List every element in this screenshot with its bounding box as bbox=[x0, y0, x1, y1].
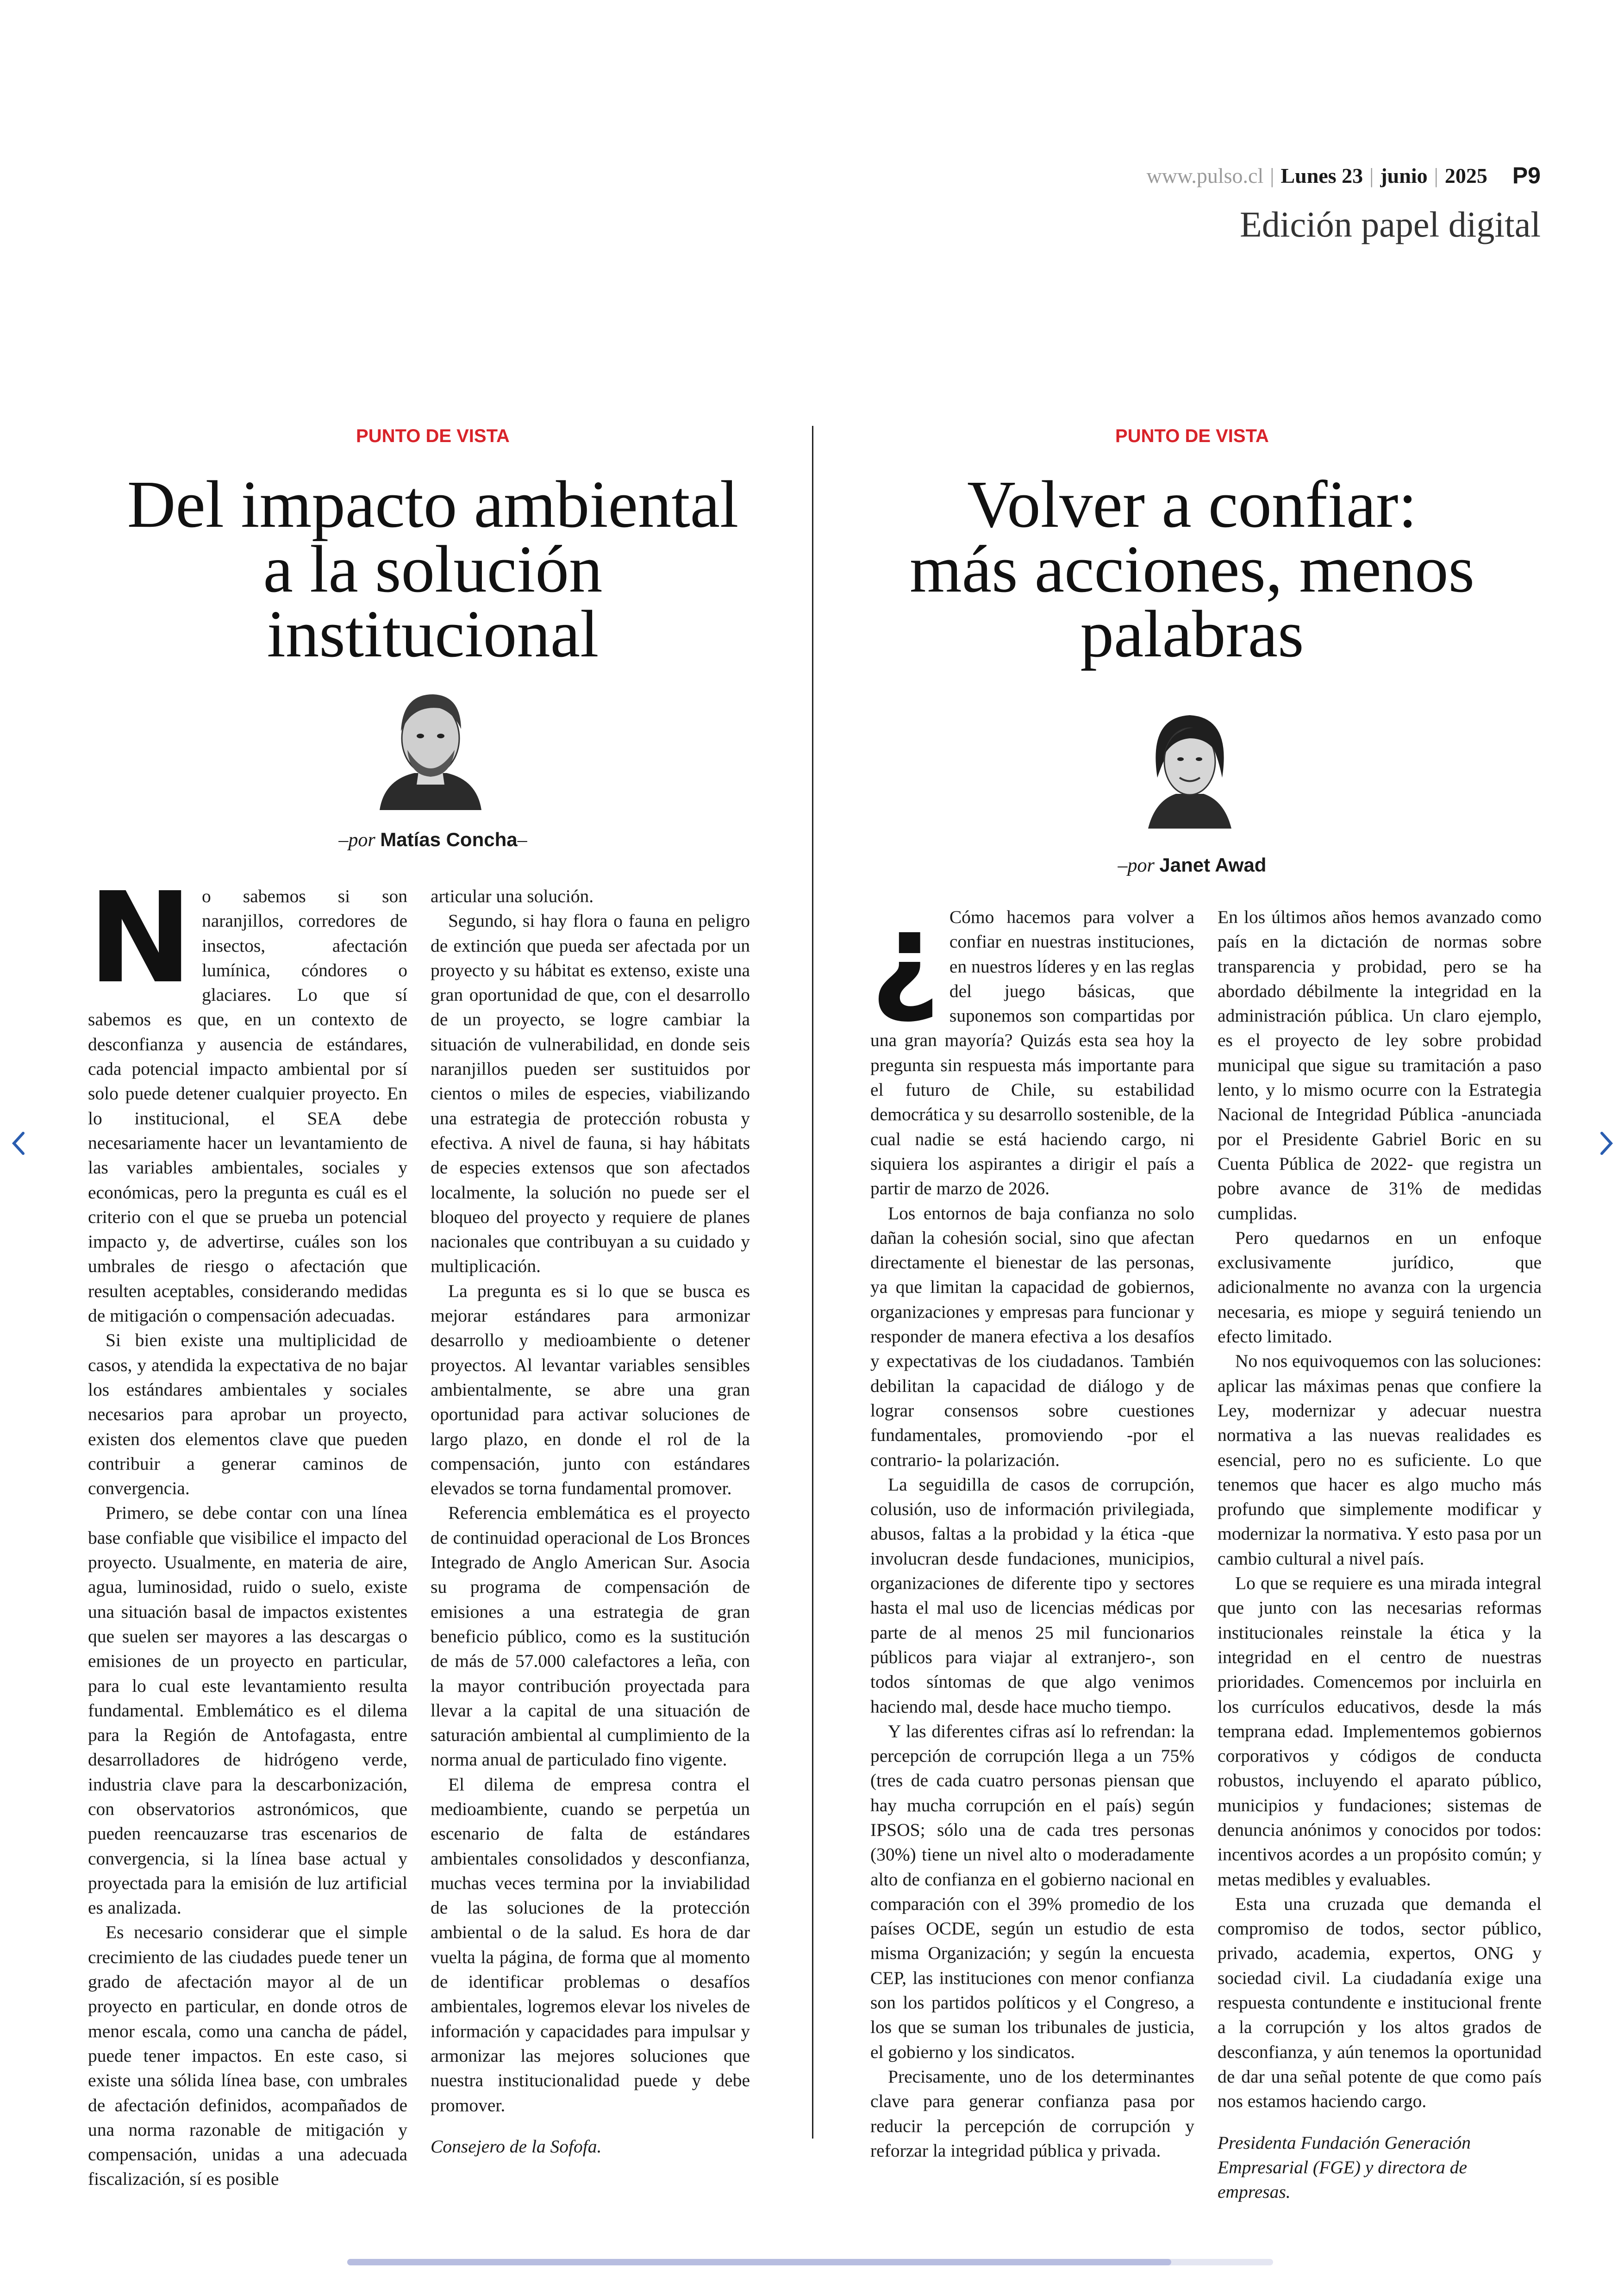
paragraph: Es necesario considerar que el simple crecimiento de las ciudades puede tener un grado de afectación mayor al de un proyecto en particular, en donde otros de menor escala, como una cancha de pádel, puede tener impactos. En este caso, si existe una sólida línea base, con umbrales de afectación definidos, acompañados de una norma razonable de mitigación y compensación, unidas a una adecuada fiscalización, sí es posible bbox=[88, 1922, 407, 2189]
author-name[interactable]: Janet Awad bbox=[1159, 854, 1267, 876]
byline-prefix: –por bbox=[338, 829, 375, 851]
right-section-label: PUNTO DE VISTA bbox=[1115, 426, 1269, 446]
chevron-right-icon bbox=[1597, 1129, 1616, 1157]
left-headline-line: Del impacto ambiental bbox=[127, 468, 739, 542]
page-number: P9 bbox=[1512, 162, 1541, 188]
paragraph: En los últimos años hemos avanzado como país en la dictación de normas sobre transparencia y probidad, pero se ha abordado débilmente la integridad en la administración pública. Un claro ejemplo, es el proyecto de ley sobre probidad municipal que sigue su tramitación a paso lento, y lo mismo ocurre con la Estrategia Nacional de Integridad Pública -anunciada por el Presidente Gabriel Boric en su Cuenta Pública de 2022- que registra un pobre avance de 31% de medidas cumplidas. bbox=[1218, 907, 1542, 1223]
paragraph: o sabemos si son naranjillos, corredores de insectos, afectación lumínica, cóndores o glaciares. Lo que sí sabemos es que, en un contexto de desconfianza y ausencia de estándares, cada potencial impacto ambiental por sí solo puede detener cualquier proyecto. En lo institucional, el SEA debe necesariamente hacer un levantamiento de las variables ambientales, sociales y económicas, pero la pregunta es cuál es el criterio con el que se prueba un potencial impacto y, de advertirse, cuáles son los umbrales de riesgo o afectación que resulten aceptables, considerando medidas de mitigación o compensación adecuadas. bbox=[88, 886, 407, 1326]
paragraph: Esta una cruzada que demanda el compromiso de todos, sector público, privado, academia, expertos, ONG y sociedad civil. La ciudadanía exige una respuesta contundente e institucional frente a la corrupción y los altos grados de desconfianza, y aún tenemos la oportunidad de dar una señal potente de que como país nos estamos haciendo cargo. bbox=[1218, 1893, 1542, 2112]
drop-cap: N bbox=[88, 865, 193, 1011]
header-day: Lunes 23 bbox=[1280, 163, 1363, 187]
paragraph: El dilema de empresa contra el medioambiente, cuando se perpetúa un escenario de falta de estándares ambientales consolidados y desconfianza, muchas veces termina por la inviabilidad de las soluciones de la protección ambiental o de la salud. Es hora de dar vuelta la página, de forma que al momento de identificar problemas o desafíos ambientales, logremos elevar los niveles de información y capacidades para impulsar y armonizar las mejores soluciones que nuestra institucionalidad puede y debe promover. bbox=[431, 1774, 750, 2115]
right-headline-line: más acciones, menos bbox=[909, 532, 1475, 606]
left-article-column-1 bbox=[88, 865, 407, 2192]
author-signature: Presidenta Fundación Generación Empresarial (FGE) y directora de empresas. bbox=[1218, 2132, 1471, 2202]
paragraph: Referencia emblemática es el proyecto de continuidad operacional de Los Bronces Integrado de Anglo American Sur. Asocia su programa de compensación de emisiones a una estrategia de gran beneficio público, como es la sustitución de más de 57.000 calefactores a leña, con la mayor contribución proyectada para llevar a la capital de una situación de saturación ambiental al cumplimiento de la norma anual de particulado fino vigente. bbox=[431, 1503, 750, 1770]
header-month: junio bbox=[1380, 163, 1428, 187]
right-headline bbox=[829, 468, 1555, 671]
prev-page-button[interactable] bbox=[9, 1129, 28, 1164]
byline-prefix: –por bbox=[1118, 855, 1155, 876]
site-url[interactable]: www.pulso.cl bbox=[1146, 163, 1264, 187]
author-portrait-janet-awad bbox=[1130, 699, 1250, 829]
left-headline bbox=[69, 468, 796, 671]
header-year: 2025 bbox=[1444, 163, 1487, 187]
header-separator: | bbox=[1434, 163, 1438, 187]
right-byline bbox=[847, 854, 1537, 877]
header-separator: | bbox=[1270, 163, 1274, 187]
paragraph: La seguidilla de casos de corrupción, colusión, uso de información privilegiada, abusos, faltas a la probidad y la ética -que involucran desde fundaciones, municipios, organizaciones de diferente tipo y sectores hasta el mal uso de licencias médicas por parte de al menos 25 mil funcionarios públicos para viajar al extranjero-, son todos síntomas de que algo venimos haciendo mal, desde hace mucho tiempo. bbox=[870, 1474, 1194, 1717]
horizontal-scrollbar-thumb[interactable] bbox=[347, 2259, 1171, 2265]
paragraph: Cómo hacemos para volver a confiar en nuestras instituciones, en nuestros líderes y en las reglas del juego básicas, que suponemos son compartidas por una gran mayoría? Quizás esta sea hoy la pregunta sin respuesta más importante para el futuro de Chile, su estabilidad democrática y su desarrollo sostenible, de la cual nadie se está haciendo cargo, ni siquiera los aspirantes a dirigir el país a partir de marzo de 2026. bbox=[870, 907, 1194, 1199]
right-headline-line: palabras bbox=[1080, 597, 1304, 671]
right-headline-line: Volver a confiar: bbox=[967, 468, 1417, 542]
header-separator: | bbox=[1369, 163, 1374, 187]
left-headline-line: institucional bbox=[267, 597, 599, 671]
paragraph: Precisamente, uno de los determinantes clave para generar confianza pasa por reducir la percepción de corrupción y reforzar la integridad pública y privada. bbox=[870, 2066, 1194, 2161]
drop-cap: ¿ bbox=[870, 887, 940, 1027]
right-article-column-2 bbox=[1218, 905, 1542, 2204]
next-page-button[interactable] bbox=[1597, 1129, 1616, 1164]
paragraph: Lo que se requiere es una mirada integral que junto con las necesarias reformas institucionales reinstale la ética y la integridad en el centro de nuestras prioridades. Comencemos por incluirla en los currículos educativos, desde la más temprana edad. Implementemos gobiernos corporativos y códigos de conducta robustos, incluyendo el aparato público, municipios y fundaciones; sistemas de denuncia anónimos y conocidos por todos: incentivos acordes a un propósito común; y metas medibles y evaluables. bbox=[1218, 1573, 1542, 1890]
paragraph: La pregunta es si lo que se busca es mejorar estándares para armonizar desarrollo y medioambiente o detener proyectos. Al levantar variables sensibles ambientalmente, se abre una gran oportunidad para activar soluciones de largo plazo, en donde el rol de la compensación, junto con estándares elevados se torna fundamental promover. bbox=[431, 1280, 750, 1499]
column-divider bbox=[812, 426, 813, 2139]
chevron-left-icon bbox=[9, 1129, 28, 1157]
left-byline bbox=[88, 829, 778, 851]
paragraph: Los entornos de baja confianza no solo dañan la cohesión social, sino que afectan directamente el bienestar de las personas, ya que limitan la capacidad de gobiernos, organizaciones y empresas para funcionar y responder de manera efectiva a los desafíos y expectativas de los ciudadanos. También debilitan la capacidad de diálogo y de lograr consensos sobre cuestiones fundamentales, promoviendo -por el contrario- la polarización. bbox=[870, 1203, 1194, 1470]
paragraph: Segundo, si hay flora o fauna en peligro de extinción que pueda ser afectada por un proyecto y su hábitat es extenso, existe una gran oportunidad de que, con el desarrollo de un proyecto, se logre cambiar la situación de vulnerabilidad, en donde seis naranjillos pueden ser sustituidos por cientos o miles de especies, viabilizando una estrategia de protección robusta y efectiva. A nivel de fauna, si hay hábitats de especies extensos que son afectados localmente, la solución no puede ser el bloqueo del proyecto y requiere de planes nacionales que contribuyan a su cuidado y multiplicación. bbox=[431, 911, 750, 1277]
paragraph: Primero, se debe contar con una línea base confiable que visibilice el impacto del proyecto. Usualmente, en materia de aire, agua, luminosidad, ruido o suelo, existe una situación basal de impactos existentes que suelen ser mayores a las descargas o emisiones de un proyecto en particular, para lo cual este levantamiento resulta fundamental. Emblemático es el dilema para la Región de Antofagasta, entre desarrolladores de hidrógeno verde, industria clave para la descarbonización, con observatorios astronómicos, que pueden reencauzarse tras escenarios de convergencia, si la línea base actual y proyectada para la emisión de luz artificial es analizada. bbox=[88, 1503, 407, 1918]
author-portrait-matias-concha bbox=[370, 680, 491, 810]
page-header bbox=[1147, 162, 1541, 189]
paragraph: Si bien existe una multiplicidad de casos, y atendida la expectativa de no bajar los estándares ambientales y sociales necesarios para aprobar un proyecto, existen dos elementos clave que pueden contribuir a generar caminos de convergencia. bbox=[88, 1330, 407, 1499]
right-article-column-1 bbox=[870, 887, 1194, 2163]
left-section-label: PUNTO DE VISTA bbox=[356, 426, 510, 446]
paragraph: Y las diferentes cifras así lo refrendan: la percepción de corrupción llega a un 75% (tres de cada cuatro personas piensan que hay mucha corrupción en el país) según IPSOS; sólo una de cada tres personas (30%) tiene un nivel alto o moderadamente alto de confianza en el gobierno nacional en comparación con el 39% promedio de los países OCDE, según un estudio de esta misma Organización; y según la encuesta CEP, las instituciones con menor confianza son los partidos políticos y el Congreso, a los que se suman los tribunales de justicia, el gobierno y los sindicatos. bbox=[870, 1721, 1194, 2062]
edition-label: Edición papel digital bbox=[1240, 204, 1541, 244]
paragraph: Pero quedarnos en un enfoque exclusivamente jurídico, que adicionalmente no avanza con la urgencia necesaria, es miope y seguirá teniendo un efecto limitado. bbox=[1218, 1227, 1542, 1347]
paragraph: No nos equivoquemos con las soluciones: aplicar las máximas penas que confiere la Ley, modernizar y adecuar nuestra normativa a las nuevas realidades es esencial, pero no es suficiente. Lo que tenemos que hacer es algo mucho más profundo que simplemente modificar y modernizar la normativa. Y esto pasa por un cambio cultural a nivel país. bbox=[1218, 1351, 1542, 1569]
byline-suffix: – bbox=[517, 829, 527, 851]
left-article-column-2 bbox=[431, 884, 750, 2159]
left-headline-line: a la solución bbox=[263, 532, 603, 606]
paragraph: articular una solución. bbox=[431, 886, 594, 906]
author-name[interactable]: Matías Concha bbox=[380, 829, 518, 850]
author-signature: Consejero de la Sofofa. bbox=[431, 2136, 602, 2157]
